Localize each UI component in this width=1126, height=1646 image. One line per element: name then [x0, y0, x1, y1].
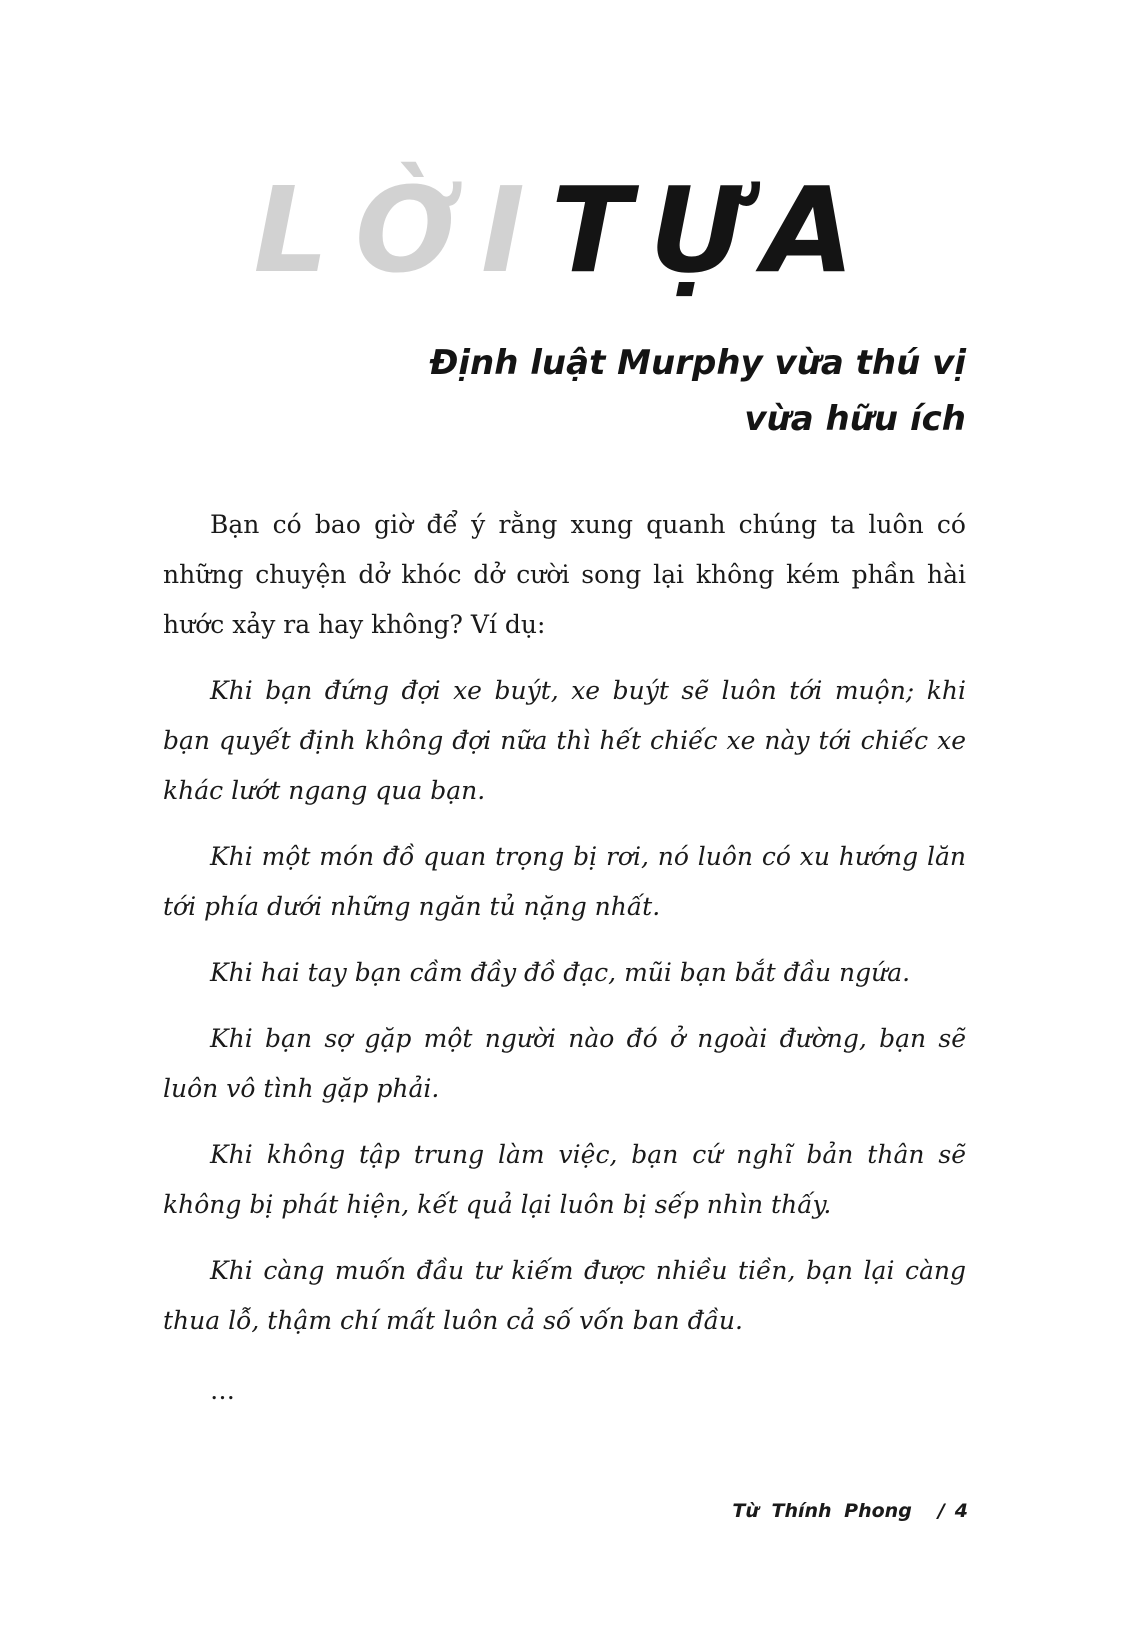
example-paragraph: Khi một món đồ quan trọng bị rơi, nó luôn có xu hướng lăn tới phía dưới những ngăn tủ nặng nhất.: [163, 842, 966, 921]
page-number: 4: [954, 1500, 968, 1522]
chapter-heading: [0, 161, 1126, 299]
subtitle-line-1: Định luật Murphy vừa thú vị: [429, 343, 966, 383]
heading-light-word: LỜI: [253, 161, 551, 299]
ellipsis: …: [210, 1376, 235, 1405]
example-paragraph: Khi càng muốn đầu tư kiếm được nhiều tiền, bạn lại càng thua lỗ, thậm chí mất luôn cả số vốn ban đầu.: [163, 1256, 966, 1335]
example-paragraph: Khi hai tay bạn cầm đầy đồ đạc, mũi bạn bắt đầu ngứa.: [210, 958, 911, 987]
footer-separator: /: [937, 1500, 945, 1522]
page-footer: [732, 1500, 968, 1522]
intro-paragraph: Bạn có bao giờ để ý rằng xung quanh chúng ta luôn có những chuyện dở khóc dở cười song lại không kém phần hài hước xảy ra hay không? Ví dụ:: [163, 510, 966, 639]
heading-dark-word: TỰA: [550, 161, 873, 299]
example-paragraph: Khi bạn đứng đợi xe buýt, xe buýt sẽ luôn tới muộn; khi bạn quyết định không đợi nữa thì hết chiếc xe này tới chiếc xe khác lướt ngang qua bạn.: [163, 676, 966, 805]
chapter-subtitle: [266, 335, 966, 447]
footer-author: Từ Thính Phong: [732, 1500, 912, 1522]
example-paragraph: Khi không tập trung làm việc, bạn cứ nghĩ bản thân sẽ không bị phát hiện, kết quả lại luôn bị sếp nhìn thấy.: [163, 1140, 966, 1219]
body-text: [163, 500, 966, 1432]
subtitle-line-2: vừa hữu ích: [744, 399, 966, 439]
example-paragraph: Khi bạn sợ gặp một người nào đó ở ngoài đường, bạn sẽ luôn vô tình gặp phải.: [163, 1024, 966, 1103]
